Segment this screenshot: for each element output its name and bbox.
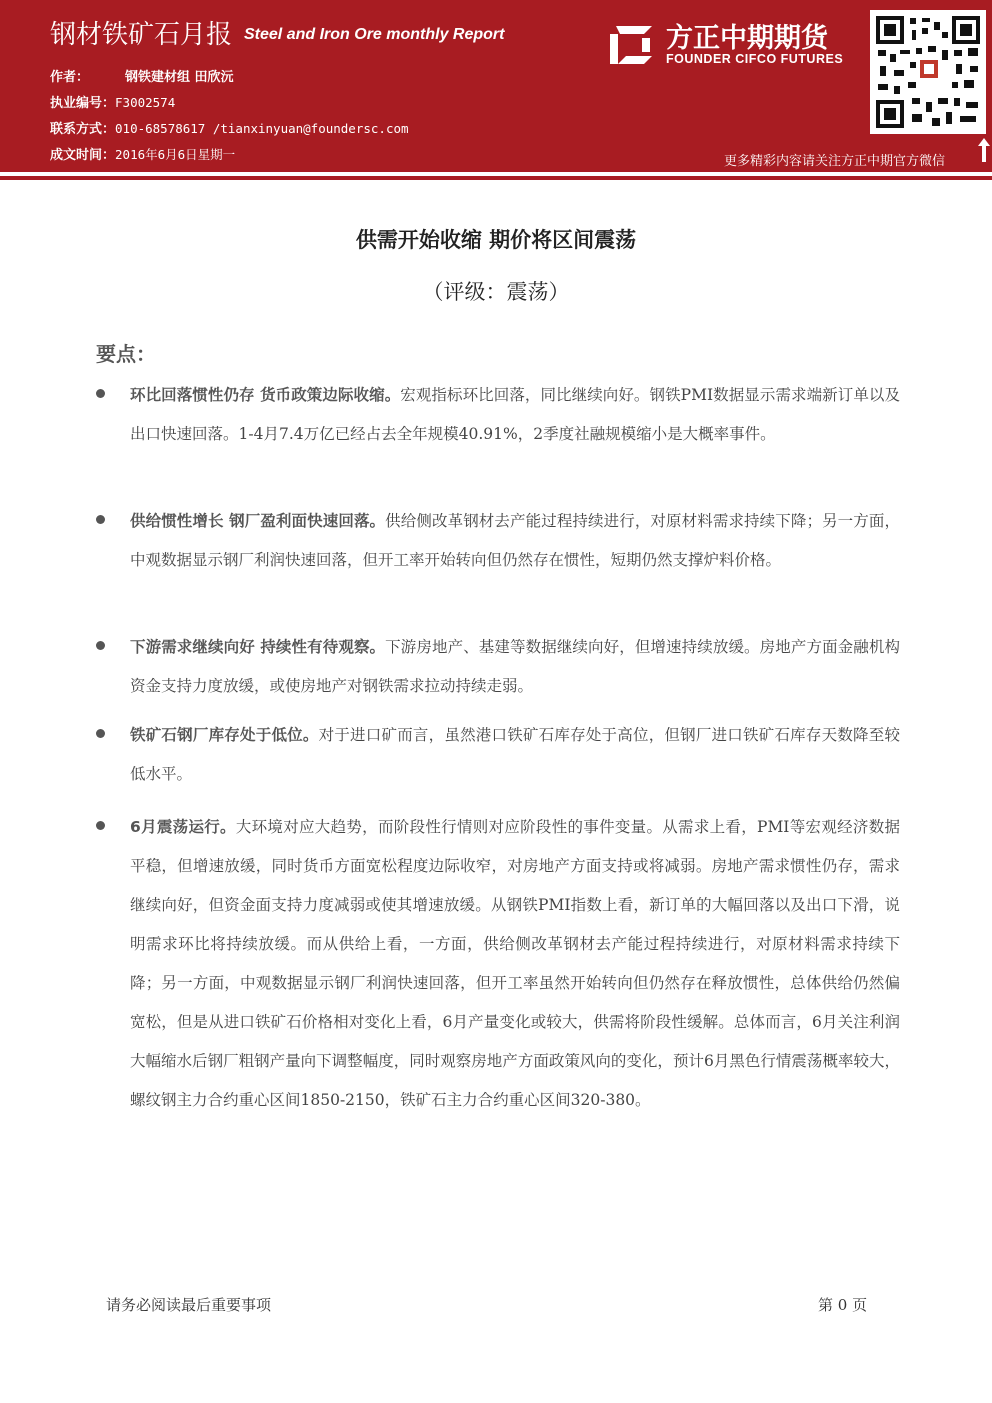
key-point-headline: 6月震荡运行。 (130, 818, 236, 836)
date-label: 成文时间： (50, 148, 116, 163)
logo-text-en: FOUNDER CIFCO FUTURES (666, 52, 844, 66)
date-row (50, 144, 235, 163)
key-points-heading: 要点： (96, 342, 156, 366)
author-row (50, 66, 234, 85)
document-rating: （评级：震荡） (422, 280, 570, 304)
bullet-dot-icon (96, 821, 105, 830)
key-point-headline: 铁矿石钢厂库存处于低位。 (130, 726, 319, 744)
key-point-text (130, 716, 900, 794)
key-point-body: 下游房地产、基建等数据继续向好，但增速持续放缓。房地产方面金融机构资金支持力度放缓，或使房地产对钢铁需求拉动持续走弱。 (130, 638, 900, 695)
contact-label: 联系方式： (50, 122, 116, 137)
key-point-body: 大环境对应大趋势，而阶段性行情则对应阶段性的事件变量。从需求上看，PMI等宏观经济数据平稳，但增速放缓，同时货币方面宽松程度边际收窄，对房地产方面支持或将减弱。房地产需求惯性仍存，需求继续向好，但资金面支持力度减弱或使其增速放缓。从钢铁PMI指数上看，新订单的大幅回落以及出口下滑，说明需求环比将持续放缓。而从供给上看，一方面，供给侧改革钢材去产能过程持续进行，对原材料需求持续下降；另一方面，中观数据显示钢厂利润快速回落，但开工率虽然开始转向但仍然存在释放惯性，总体供给仍然偏宽松，但是从进口铁矿石价格相对变化上看，6月产量变化或较大，供需将阶段性缓解。总体而言，6月关注利润大幅缩水后钢厂粗钢产量向下调整幅度，同时观察房地产方面政策风向的变化，预计6月黑色行情震荡概率较大，螺纹钢主力合约重心区间1850-2150，铁矿石主力合约重心区间320-380。 (130, 818, 900, 1109)
license-label: 执业编号： (50, 96, 116, 111)
key-point-body: 对于进口矿而言，虽然港口铁矿石库存处于高位，但钢厂进口铁矿石库存天数降至较低水平。 (130, 726, 900, 783)
key-point-headline: 下游需求继续向好 持续性有待观察。 (130, 638, 386, 656)
license-row (50, 92, 175, 111)
bullet-dot-icon (96, 641, 105, 650)
page-number: 第 0 页 (818, 1296, 868, 1314)
key-point-body: 供给侧改革钢材去产能过程持续进行，对原材料需求持续下降；另一方面，中观数据显示钢厂利润快速回落，但开工率开始转向但仍然存在惯性，短期仍然支撑炉料价格。 (130, 512, 900, 569)
date-value: 2016年6月6日星期一 (115, 147, 236, 162)
report-title: 钢材铁矿石月报 (50, 20, 233, 50)
bullet-dot-icon (96, 515, 105, 524)
document-title: 供需开始收缩 期价将区间震荡 (355, 228, 637, 252)
key-point-headline: 环比回落惯性仍存 货币政策边际收缩。 (130, 386, 401, 404)
arrow-up-icon (978, 138, 990, 162)
founder-logo-icon (606, 22, 654, 68)
bullet-dot-icon (96, 389, 105, 398)
follow-wechat-text: 更多精彩内容请关注方正中期官方微信 (724, 154, 946, 169)
license-value: F3002574 (115, 95, 176, 110)
bullet-dot-icon (96, 729, 105, 738)
contact-row (50, 118, 409, 137)
key-point-text (130, 628, 900, 706)
header-divider (0, 176, 992, 180)
key-point-text (130, 502, 900, 580)
header-banner (0, 0, 992, 172)
key-point-text (130, 376, 900, 454)
report-title-en: Steel and Iron Ore monthly Report (244, 26, 505, 43)
qr-code-icon (870, 10, 986, 134)
footer-notice: 请务必阅读最后重要事项 (106, 1296, 272, 1314)
key-point-body: 宏观指标环比回落，同比继续向好。钢铁PMI数据显示需求端新订单以及出口快速回落。1-4月7.4万亿已经占去全年规模40.91%，2季度社融规模缩小是大概率事件。 (130, 386, 900, 443)
logo-text-cn: 方正中期期货 (666, 23, 828, 54)
author-label: 作者： (50, 70, 90, 85)
author-value: 钢铁建材组 田欣沅 (125, 70, 234, 85)
key-point-headline: 供给惯性增长 钢厂盈利面快速回落。 (130, 512, 386, 530)
key-point-text (130, 808, 900, 1120)
contact-value: 010-68578617 /tianxinyuan@foundersc.com (115, 121, 409, 136)
